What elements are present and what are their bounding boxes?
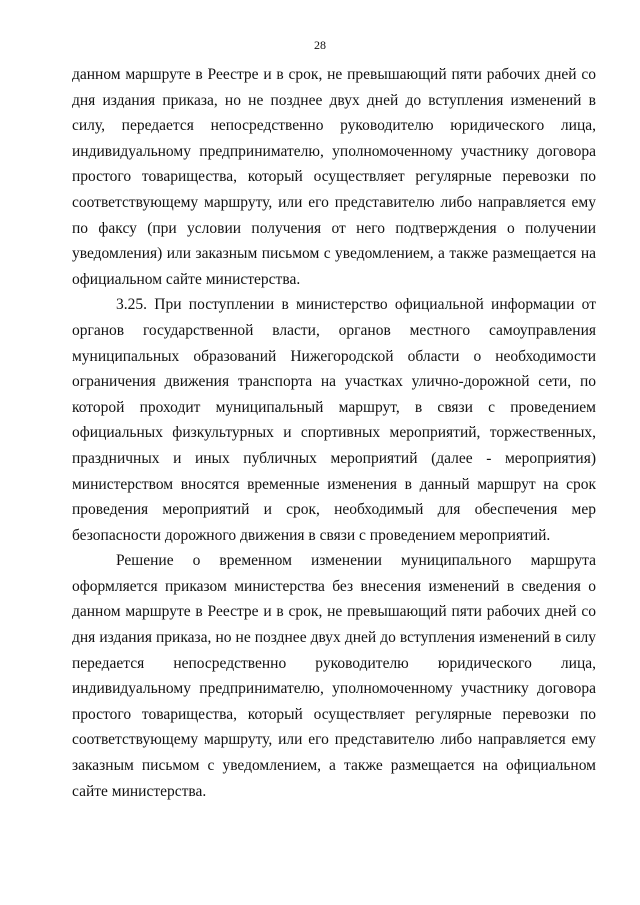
paragraph-decision: Решение о временном изменении муниципального маршрута оформляется приказом министерства без внесения изменений в сведения о данном маршруте в Реестре и в срок, не превышающий пяти рабочих дней со дня издания приказа, но не позднее двух дней до вступления изменений в силу передается непосредственно руководителю юридического лица, индивидуальному предпринимателю, уполномоченному участнику договора простого товарищества, который осуществляет регулярные перевозки по соответствующему маршруту, или его представителю либо направляется ему заказным письмом с уведомлением, а также размещается на официальном сайте министерства. [72,552,596,800]
paragraph-continuation: данном маршруте в Реестре и в срок, не превышающий пяти рабочих дней со дня издания приказа, но не позднее двух дней до вступления изменений в силу, передается непосредственно руководителю юридического лица, индивидуальному предпринимателю, уполномоченному участнику договора простого товарищества, который осуществляет регулярные перевозки по соответствующему маршруту, или его представителю либо направляется ему по факсу (при условии получения от него подтверждения о получении уведомления) или заказным письмом с уведомлением, а также размещается на официальном сайте министерства. [72,66,596,288]
document-body [72,62,596,804]
paragraph-clause-3-25: 3.25. При поступлении в министерство официальной информации от органов государственной власти, органов местного самоуправления муниципальных образований Нижегородской области о необходимости ограничения движения транспорта на участках улично-дорожной сети, по которой проходит муниципальный маршрут, в связи с проведением официальных физкультурных и спортивных мероприятий, торжественных, праздничных и иных публичных мероприятий (далее - мероприятия) министерством вносятся временные изменения в данный маршрут на срок проведения мероприятий и срок, необходимый для обеспечения мер безопасности дорожного движения в связи с проведением мероприятий. [72,296,596,544]
page-number: 28 [314,38,326,52]
